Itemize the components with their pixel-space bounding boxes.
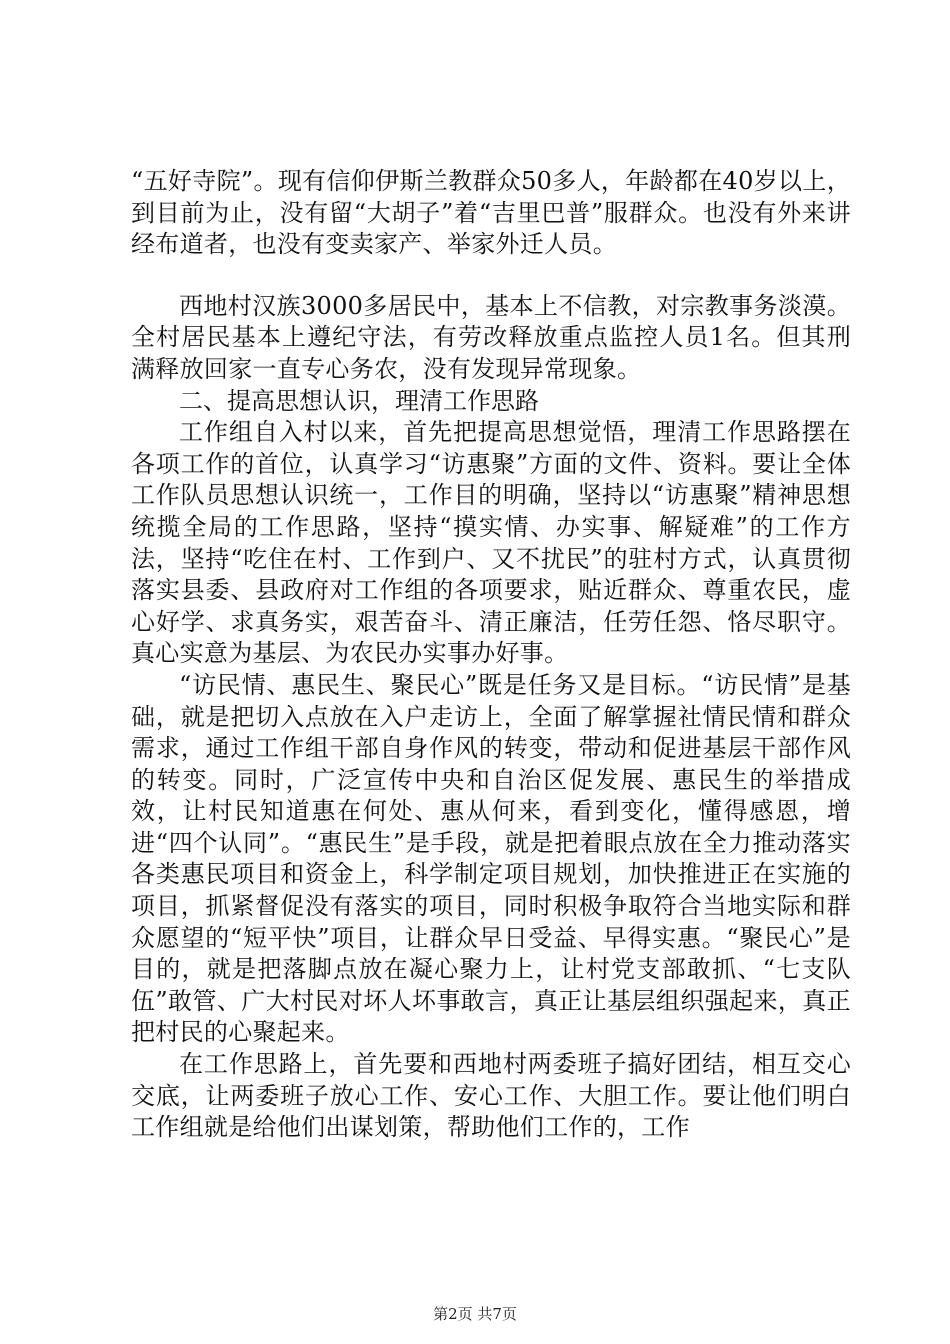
paragraph-work-group: 工作组自入村以来，首先把提高思想觉悟，理清工作思路摆在各项工作的首位，认真学习“访惠聚”方面的文件、资料。要让全体工作队员思想认识统一，工作目的明确，坚持以“访惠聚”精神思想统揽全局的工作思路，坚持“摸实情、办实事、解疑难”的工作方法，坚持“吃住在村、工作到户、又不扰民”的驻村方式，认真贯彻落实县委、县政府对工作组的各项要求，贴近群众、尊重农民，虚心好学、求真务实，艰苦奋斗、清正廉洁，任劳任怨、恪尽职守。真心实意为基层、为农民办实事办好事。 — [131, 418, 851, 668]
paragraph-mosque-followers: “五好寺院”。现有信仰伊斯兰教群众50多人，年龄都在40岁以上，到目前为止，没有留“大胡子”着“吉里巴普”服群众。也没有外来讲经布道者，也没有变卖家产、举家外迁人员。 — [131, 167, 851, 259]
section-heading-2: 二、提高思想认识，理清工作思路 — [179, 386, 539, 415]
paragraph-work-approach: 在工作思路上，首先要和西地村两委班子搞好团结，相互交心交底，让两委班子放心工作、安心工作、大胆工作。要让他们明白工作组就是给他们出谋划策，帮助他们工作的，工作 — [131, 1050, 851, 1142]
paragraph-han-residents: 西地村汉族3000多居民中，基本上不信教，对宗教事务淡漠。全村居民基本上遵纪守法，有劳改释放重点监控人员1名。但其刑满释放回家一直专心务农，没有发现异常现象。 — [131, 291, 851, 383]
paragraph-visit-benefit-unite: “访民情、惠民生、聚民心”既是任务又是目标。“访民情”是基础，就是把切入点放在入户走访上，全面了解掌握社情民情和群众需求，通过工作组干部自身作风的转变，带动和促进基层干部作风的转变。同时，广泛宣传中央和自治区促发展、惠民生的举措成效，让村民知道惠在何处、惠从何来，看到变化，懂得感恩，增进“四个认同”。“惠民生”是手段，就是把着眼点放在全力推动落实各类惠民项目和资金上，科学制定项目规划，加快推进正在实施的项目，抓紧督促没有落实的项目，同时积极争取符合当地实际和群众愿望的“短平快”项目，让群众早日受益、早得实惠。“聚民心”是目的，就是把落脚点放在凝心聚力上，让村党支部敢抓、“七支队伍”敢管、广大村民对坏人坏事敢言，真正让基层组织强起来，真正把村民的心聚起来。 — [131, 670, 851, 1047]
document-body — [131, 166, 851, 1144]
page-number-footer: 第2页 共7页 — [433, 1305, 517, 1323]
